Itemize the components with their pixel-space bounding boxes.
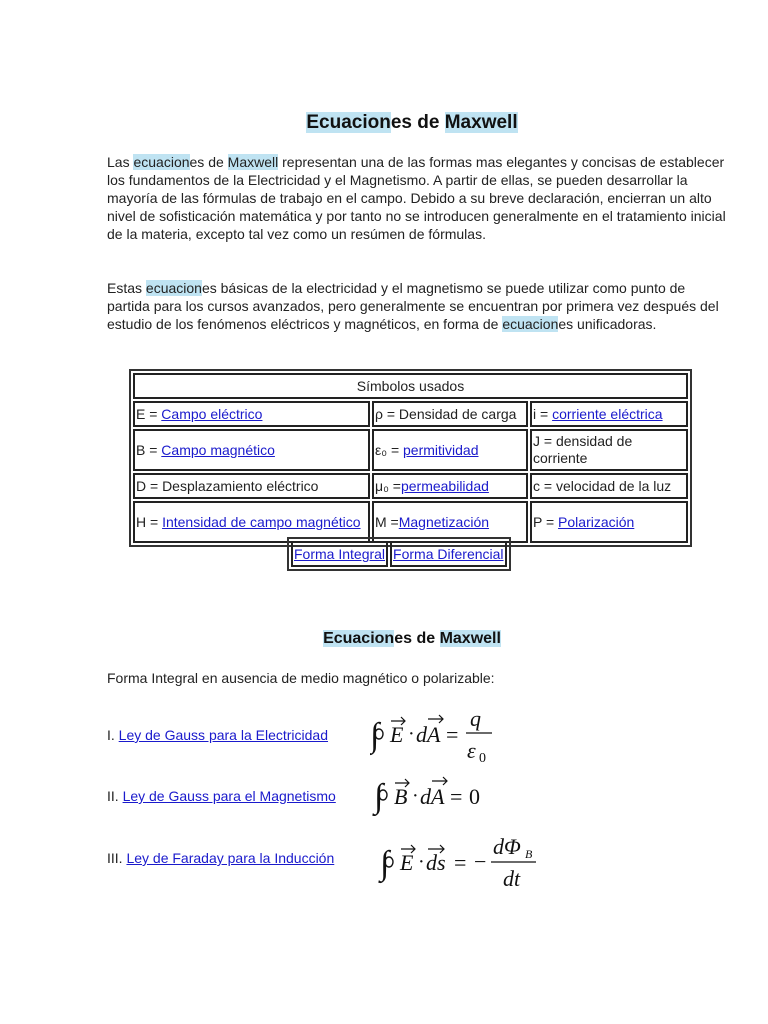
- text-span: es de: [189, 154, 228, 170]
- link-campo-magnetico[interactable]: Campo magnético: [161, 441, 275, 458]
- link-intensidad-campo-magnetico[interactable]: Intensidad de campo magnético: [162, 513, 361, 530]
- formula-e: E: [400, 850, 414, 875]
- link-ley-faraday-induccion[interactable]: Ley de Faraday para la Inducción: [126, 850, 335, 866]
- dot-operator: ·: [412, 785, 419, 807]
- formula-e: E: [390, 722, 404, 747]
- integral-sign: ∫: [370, 717, 380, 754]
- flux-subscript: B: [525, 847, 533, 861]
- search-highlight: ecuacion: [145, 280, 202, 296]
- table-cell: [372, 429, 528, 471]
- search-highlight: ecuacion: [133, 154, 190, 170]
- dot-operator: ·: [418, 851, 425, 873]
- law-gauss-electricity: [107, 727, 328, 743]
- equals-sign: =: [446, 722, 459, 747]
- table-cell: ρ = Densidad de carga: [372, 401, 528, 427]
- symbols-table: [129, 369, 692, 547]
- table-cell: [133, 429, 370, 471]
- text-span: es de: [394, 630, 440, 647]
- forms-nav-cell: [291, 541, 388, 567]
- cell-text: E =: [136, 405, 162, 422]
- equals-sign: =: [450, 784, 463, 809]
- flux-numerator: dΦ: [493, 834, 521, 859]
- table-cell: c = velocidad de la luz: [530, 473, 688, 499]
- law-numeral: I.: [107, 727, 119, 743]
- flux-denominator: dt: [503, 866, 521, 891]
- gauss-magnetism-formula: [370, 771, 495, 816]
- gauss-electricity-formula: [370, 706, 500, 766]
- search-highlight: Maxwell: [439, 630, 501, 647]
- table-cell: J = densidad de corriente: [530, 429, 688, 471]
- formula-da: dA: [416, 722, 441, 747]
- section-title: [0, 630, 768, 648]
- link-ley-gauss-magnetismo[interactable]: Ley de Gauss para el Magnetismo: [122, 788, 336, 804]
- text-span: es básicas de la electricidad y el magnetismo se puede utilizar como punto de partida para los cursos avanzados, pero generalmente se encuentran por primera vez después del estudio de los fenómenos eléctricos y magnéticos, en forma de: [107, 280, 719, 332]
- cell-text: H =: [136, 513, 163, 530]
- minus-sign: −: [474, 849, 487, 874]
- search-highlight: ecuacion: [502, 316, 559, 332]
- link-magnetizacion[interactable]: Magnetización: [398, 513, 490, 530]
- text-span: Estas: [107, 280, 146, 296]
- link-polarizacion[interactable]: Polarización: [558, 513, 635, 530]
- title-highlight-maxwell: Maxwell: [444, 112, 518, 133]
- equals-sign: =: [454, 850, 467, 875]
- symbols-table-header: Símbolos usados: [133, 373, 688, 399]
- link-permitividad[interactable]: permitividad: [403, 441, 479, 458]
- title-highlight-ecuacion: Ecuacion: [306, 112, 391, 133]
- law-gauss-magnetism: [107, 788, 336, 804]
- forms-nav: [287, 537, 511, 571]
- second-paragraph: [107, 279, 727, 333]
- link-permeabilidad[interactable]: permeabilidad: [400, 477, 489, 494]
- faraday-formula: [378, 830, 543, 892]
- cell-text: B =: [136, 441, 162, 458]
- cell-text: P =: [533, 513, 559, 530]
- search-highlight: Maxwell: [227, 154, 279, 170]
- search-highlight: Ecuacion: [323, 630, 395, 647]
- epsilon-subscript: 0: [479, 751, 486, 766]
- cell-text: i =: [533, 405, 553, 422]
- integral-sign: ∫: [380, 845, 390, 882]
- forms-nav-cell: [390, 541, 506, 567]
- title-text: es de: [390, 112, 445, 133]
- text-span: representan una de las formas mas elegantes y concisas de establecer los fundamentos de la Electricidad y el Magnetismo. A partir de ellas, se pueden desarrollar la mayoría de las fórmulas de trabajo en el campo. Debido a su breve declaración, encierran un alto nivel de sofisticación matemática y por tanto no se introducen generalmente en el tratamiento inicial de la materia, excepto tal vez como un resúmen de fórmulas.: [107, 154, 726, 242]
- law-numeral: III.: [107, 850, 127, 866]
- page-title: [0, 112, 768, 134]
- table-cell: [530, 401, 688, 427]
- link-corriente-electrica[interactable]: corriente eléctrica: [552, 405, 663, 422]
- cell-text: μ₀ =: [375, 477, 401, 494]
- law-faraday: [107, 850, 334, 866]
- dot-operator: ·: [408, 723, 415, 745]
- formula-da: dA: [420, 784, 445, 809]
- intro-paragraph: [107, 153, 727, 243]
- text-span: Las: [107, 154, 134, 170]
- formula-ds: ds: [426, 850, 446, 875]
- table-cell: [133, 401, 370, 427]
- link-forma-integral[interactable]: Forma Integral: [294, 546, 386, 562]
- charge-q: q: [470, 706, 481, 731]
- integral-sign: ∫: [374, 778, 384, 815]
- law-numeral: II.: [107, 788, 123, 804]
- formula-b: B: [394, 784, 408, 809]
- table-cell: [372, 473, 528, 499]
- link-ley-gauss-electricidad[interactable]: Ley de Gauss para la Electricidad: [118, 727, 329, 743]
- table-cell: [530, 501, 688, 543]
- cell-text: ε₀ =: [375, 441, 404, 458]
- text-span: es unificadoras.: [558, 316, 657, 332]
- link-campo-electrico[interactable]: Campo eléctrico: [161, 405, 263, 422]
- table-cell: D = Desplazamiento eléctrico: [133, 473, 370, 499]
- epsilon: ε: [467, 738, 476, 763]
- cell-text: M =: [375, 513, 399, 530]
- link-forma-diferencial[interactable]: Forma Diferencial: [393, 546, 504, 562]
- integral-form-intro: Forma Integral en ausencia de medio magnético o polarizable:: [107, 670, 495, 686]
- zero-rhs: 0: [469, 784, 480, 809]
